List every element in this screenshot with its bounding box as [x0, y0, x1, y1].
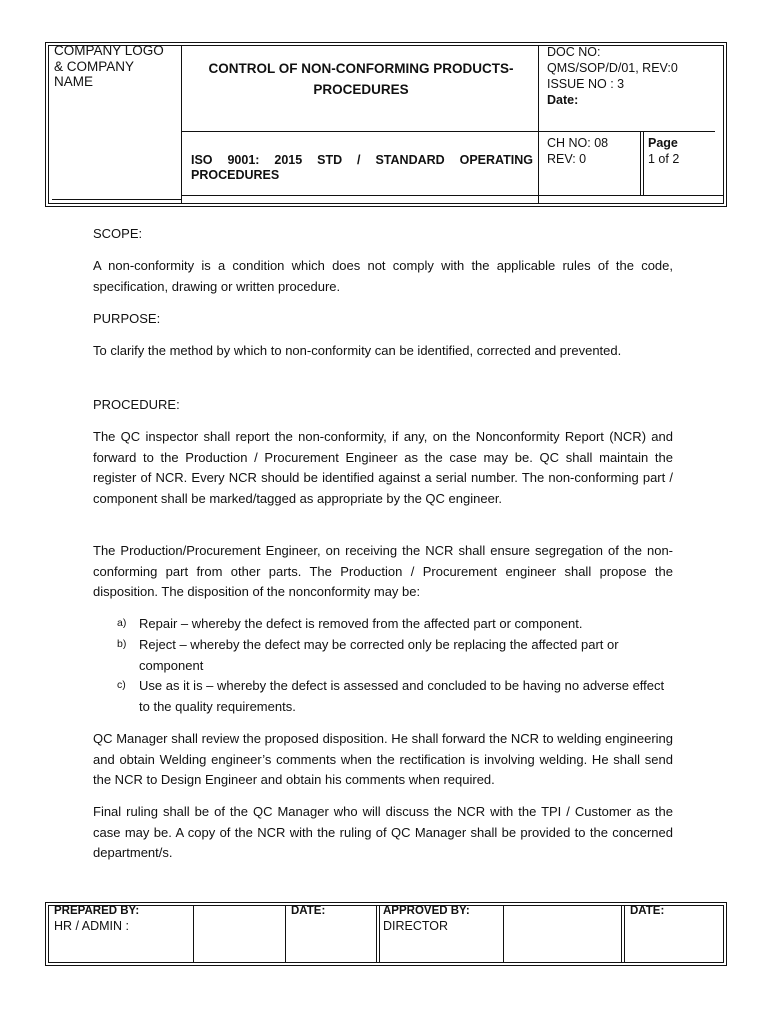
approved-by-label: APPROVED BY:	[383, 905, 470, 917]
prepared-date-label: DATE:	[291, 905, 326, 917]
standard-text: ISO 9001: 2015 STD / STANDARD OPERATING PROCEDURES	[191, 153, 533, 182]
procedure-paragraph-1: The QC inspector shall report the non-conformity, if any, on the Nonconformity Report (NCR) and forward to the Production / Procurement Engineer as the case may be. QC shall maintain the register of NCR. Every NCR should be identified against a serial number. The non-conforming part / component shall be marked/tagged as appropriate by the QC engineer.	[93, 429, 673, 506]
scope-heading: SCOPE:	[93, 226, 143, 241]
purpose-heading: PURPOSE:	[93, 311, 161, 326]
list-item: Use as it is – whereby the defect is assessed and concluded to be having no adverse effect to the quality requirements.	[139, 678, 665, 714]
page-number: 1 of 2	[648, 152, 680, 166]
list-item: Repair – whereby the defect is removed from the affected part or component.	[139, 616, 583, 631]
procedure-paragraph-2: The Production/Procurement Engineer, on receiving the NCR shall ensure segregation of the non-conforming part from other parts. The Production / Procurement engineer shall propose the disposition. The disposition of the nonconformity may be:	[93, 543, 673, 599]
approved-by-value: DIRECTOR	[383, 919, 449, 933]
revision: REV: 0	[547, 152, 587, 166]
scope-text: A non-conformity is a condition which does not comply with the applicable rules of the code, specification, drawing or written procedure.	[93, 258, 673, 294]
chapter-no: CH NO: 08	[547, 136, 609, 150]
doc-no-label: DOC NO:	[547, 45, 601, 59]
prepared-by-value: HR / ADMIN :	[54, 919, 130, 933]
doc-no-value: QMS/SOP/D/01, REV:0	[547, 61, 678, 75]
prepared-by-label: PREPARED BY:	[54, 905, 140, 917]
purpose-text: To clarify the method by which to non-conformity can be identified, corrected and prevented.	[93, 343, 622, 358]
procedure-heading: PROCEDURE:	[93, 397, 180, 412]
issue-no: ISSUE NO : 3	[547, 77, 625, 91]
date-label: Date:	[547, 93, 579, 107]
approved-date-label: DATE:	[630, 905, 665, 917]
procedure-paragraph-4: Final ruling shall be of the QC Manager who will discuss the NCR with the TPI / Customer as the case may be. A copy of the NCR with the ruling of QC Manager shall be provided to the concerned department/s.	[93, 804, 673, 860]
page-label: Page	[648, 136, 678, 150]
list-item: Reject – whereby the defect may be corrected only be replacing the affected part or component	[139, 637, 619, 673]
list-marker: c)	[117, 679, 126, 691]
procedure-paragraph-3: QC Manager shall review the proposed disposition. He shall forward the NCR to welding engineering and obtain Welding engineer’s comments when the rectification is involving welding. He shall send the NCR to Design Engineer and obtain his comments when required.	[93, 731, 673, 787]
list-marker: a)	[117, 617, 127, 629]
document-title: CONTROL OF NON-CONFORMING PRODUCTS-PROCEDURES	[208, 61, 514, 97]
list-marker: b)	[117, 638, 127, 650]
company-logo-placeholder: COMPANY LOGO & COMPANY NAME	[54, 43, 164, 89]
standard-reference	[191, 153, 533, 183]
